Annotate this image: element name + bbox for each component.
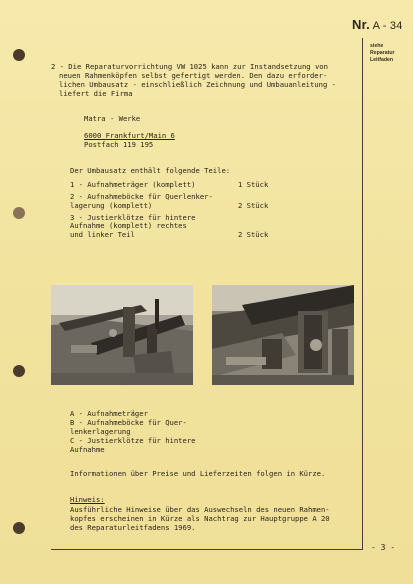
hint-heading: Hinweis:: [70, 495, 105, 504]
part-line: 1 - Aufnahmeträger (komplett): [70, 180, 196, 189]
part-line: und linker Teil: [70, 230, 135, 239]
frame-line-vertical: [362, 38, 363, 550]
part-line: Aufnahme (komplett) rechtes: [70, 221, 187, 230]
part-line: lagerung (komplett): [70, 201, 153, 210]
legend-line: B - Aufnahmeböcke für Quer-: [70, 418, 187, 427]
legend-line: A - Aufnahmeträger: [70, 409, 148, 418]
company-city: 6000 Frankfurt/Main 6: [84, 131, 175, 140]
parts-intro: Der Umbausatz enthält folgende Teile:: [70, 166, 231, 175]
part-line: 3 - Justierklötze für hintere: [70, 213, 196, 222]
info-note: Informationen über Preise und Lieferzeiten folgen in Kürze.: [70, 469, 326, 478]
margin-line: Reparatur: [370, 50, 395, 56]
photo-fixture-mounted: [212, 285, 354, 385]
part-line: 2 - Aufnahmeböcke für Querlenker-: [70, 192, 213, 201]
part-qty: 2 Stück: [238, 230, 269, 239]
margin-reference: [370, 43, 410, 64]
photo-fixture-front: [51, 285, 193, 385]
margin-line: siehe: [370, 43, 384, 49]
punch-hole-2: [13, 207, 25, 219]
margin-line: Leitfaden: [370, 57, 394, 63]
legend-line: Aufnahme: [70, 445, 105, 454]
page-number: - 3 -: [371, 543, 396, 552]
company-name: Matra - Werke: [84, 114, 141, 123]
document-number: [352, 17, 403, 32]
nr-prefix: Nr.: [352, 17, 370, 32]
part-qty: 1 Stück: [238, 180, 269, 189]
punch-hole-4: [13, 522, 25, 534]
hint-line: des Reparaturleitfadens 1969.: [70, 523, 196, 532]
legend-line: lenkerlagerung: [70, 427, 131, 436]
punch-hole-1: [13, 49, 25, 61]
hint-line: kopfes erscheinen in Kürze als Nachtrag zur Hauptgruppe A 20: [70, 514, 330, 523]
legend-line: C - Justierklötze für hintere: [70, 436, 196, 445]
hint-line: Ausführliche Hinweise über das Auswechseln des neuen Rahmen-: [70, 505, 330, 514]
intro-line: 2 - Die Reparaturvorrichtung VW 1025 kann zur Instandsetzung von: [51, 62, 328, 71]
frame-line-horizontal: [51, 549, 363, 550]
intro-line: neuen Rahmenköpfen selbst gefertigt werden. Den dazu erforder-: [59, 71, 328, 80]
intro-line: liefert die Firma: [59, 89, 133, 98]
part-qty: 2 Stück: [238, 201, 269, 210]
nr-value: A - 34: [372, 20, 403, 32]
intro-line: lichen Umbausatz - einschließlich Zeichnung und Umbauanleitung -: [59, 80, 336, 89]
punch-hole-3: [13, 365, 25, 377]
company-postbox: Postfach 119 195: [84, 140, 154, 149]
